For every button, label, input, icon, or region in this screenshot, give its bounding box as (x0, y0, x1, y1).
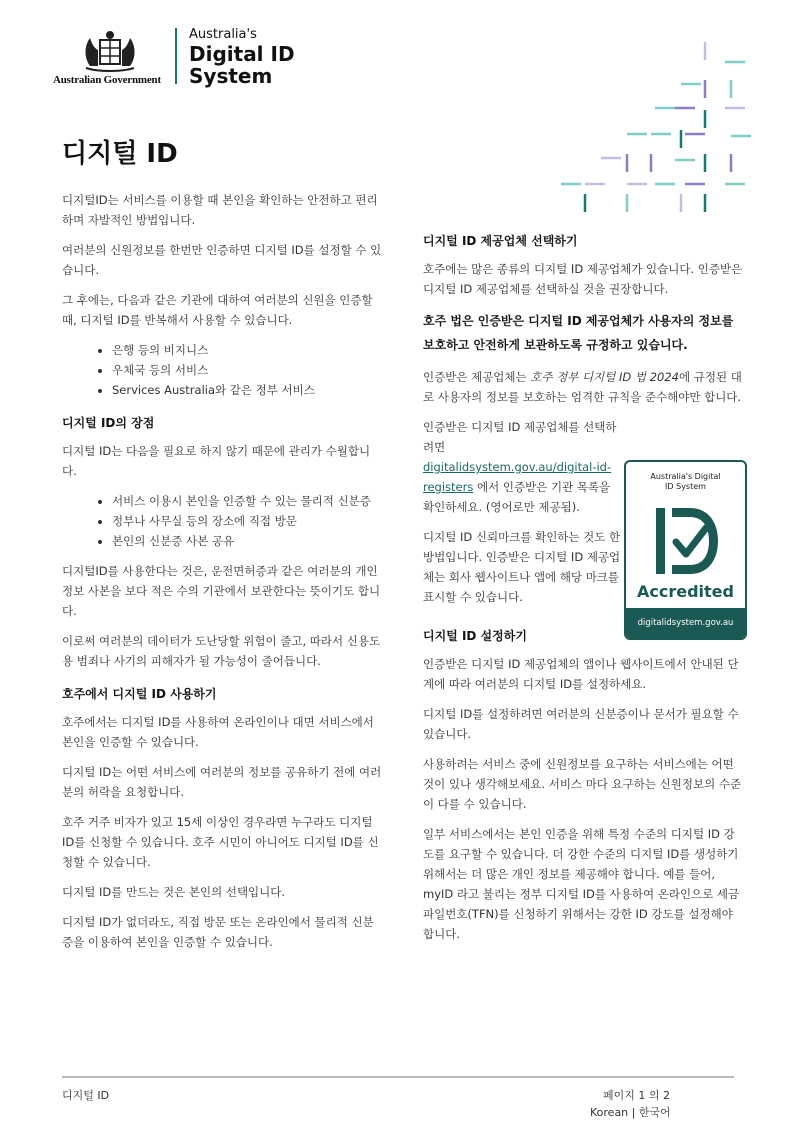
footer-language: Korean | 한국어 (590, 1106, 671, 1119)
government-name: Australian Government (53, 74, 161, 86)
setup-heading: 디지털 ID 설정하기 (423, 629, 527, 643)
intro-paragraph-2: 여러분의 신원정보를 한번만 인증하면 디지털 ID를 설정할 수 있습니다. (62, 243, 382, 277)
list-item: • 정부나 사무실 등의 장소에 직접 방문 (112, 511, 382, 531)
benefits-paragraph-1: 디지털 ID는 다음을 필요로 하지 않기 때문에 관리가 수월합니다. (62, 444, 371, 478)
badge-title (626, 472, 745, 492)
usage-paragraph-4: 디지털 ID를 만드는 것은 본인의 선택입니다. (62, 885, 286, 899)
benefits-list (62, 491, 382, 551)
provider-p3-text-after: 에 규정된 대로 사용자의 정보를 보호하는 엄격한 규칙을 준수해야만 합니다. (423, 370, 742, 404)
intro-list (62, 340, 382, 400)
logo-divider (175, 28, 177, 84)
footer-page-number: 페이지 1 의 2 (603, 1089, 670, 1102)
coat-of-arms-icon (78, 28, 142, 74)
page-title: 디지털 ID (62, 139, 178, 169)
setup-paragraph-3: 사용하려는 서비스 중에 신원정보를 요구하는 서비스에는 어떤 것이 있나 생각해보세요. 서비스 마다 요구하는 신원정보의 수준이 다를 수 있습니다. (423, 757, 742, 811)
benefits-heading: 디지털 ID의 장점 (62, 416, 155, 430)
footer-document-title: 디지털 ID (62, 1089, 110, 1102)
list-item: • 서비스 이용시 본인을 인증할 수 있는 물리적 신분증 (112, 491, 382, 511)
accredited-trustmark-badge (624, 460, 747, 640)
digital-id-act-title: 호주 정부 디지털 ID 법 2024 (530, 370, 679, 384)
system-name-line1: Australia's (189, 27, 257, 42)
id-checkmark-icon (654, 504, 720, 578)
badge-accredited-label: Accredited (637, 582, 734, 601)
decorative-line-pattern (555, 38, 755, 218)
benefits-paragraph-3: 이로써 여러분의 데이터가 도난당할 위험이 줄고, 따라서 신용도용 범죄나 사기의 피해자가 될 가능성이 줄어듭니다. (62, 634, 381, 668)
badge-title-line2: ID System (665, 482, 706, 491)
usage-paragraph-2: 디지털 ID는 어떤 서비스에 여러분의 정보를 공유하기 전에 여러분의 허락을 요청합니다. (62, 765, 382, 799)
usage-paragraph-1: 호주에서는 디지털 ID를 사용하여 온라인이나 대면 서비스에서 본인을 인증할 수 있습니다. (62, 715, 374, 749)
setup-paragraph-1: 인증받은 디지털 ID 제공업체의 앱이나 웹사이트에서 안내된 단계에 따라 여러분의 디지털 ID를 설정하세요. (423, 657, 739, 691)
provider-paragraph-3 (423, 367, 743, 407)
system-name-line2: Digital ID (189, 42, 295, 66)
left-column (62, 190, 382, 962)
provider-paragraph-4 (423, 417, 621, 517)
intro-paragraph-3: 그 후에는, 다음과 같은 기관에 대하여 여러분의 신원을 인증할 때, 디지털 ID를 반복해서 사용할 수 있습니다. (62, 293, 373, 327)
provider-p3-text-before: 인증받은 제공업체는 (423, 370, 531, 384)
badge-title-line1: Australia's Digital (650, 472, 721, 481)
provider-paragraph-1: 호주에는 많은 종류의 디지털 ID 제공업체가 있습니다. 인증받은 디지털 ID 제공업체를 선택하실 것을 권장합니다. (423, 262, 743, 296)
usage-heading: 호주에서 디지털 ID 사용하기 (62, 687, 217, 701)
provider-heading: 디지털 ID 제공업체 선택하기 (423, 234, 578, 248)
setup-paragraph-2: 디지털 ID를 설정하려면 여러분의 신분증이나 문서가 필요할 수 있습니다. (423, 707, 739, 741)
list-item: • 본인의 신분증 사본 공유 (112, 531, 382, 551)
setup-paragraph-4: 일부 서비스에서는 본인 인증을 위해 특정 수준의 디지털 ID 강도를 요구할 수 있습니다. 더 강한 수준의 디지털 ID를 생성하기 위해서는 더 많은 개인 정보를 제공해야 합니다. 예를 들어, myID 라고 불리는 정부 디지털 ID를 사용하여 온라인으로 세금파일번호(TFN)를 신청하기 위해서는 강한 ID 강도를 설정해야 합니다. (423, 827, 740, 941)
usage-paragraph-5: 디지털 ID가 없더라도, 직접 방문 또는 온라인에서 물리적 신분증을 이용하여 본인을 인증할 수 있습니다. (62, 915, 374, 949)
provider-paragraph-5: 디지털 ID 신뢰마크를 확인하는 것도 한 방법입니다. 인증받은 디지털 ID 제공업체는 회사 웹사이트나 앱에 해당 마크를 표시할 수 있습니다. (423, 530, 621, 604)
usage-paragraph-3: 호주 거주 비자가 있고 15세 이상인 경우라면 누구라도 디지털 ID를 신청할 수 있습니다. 호주 시민이 아니어도 디지털 ID를 신청할 수 있습니다. (62, 815, 379, 869)
list-item: • Services Australia와 같은 정부 서비스 (112, 380, 382, 400)
provider-paragraph-2: 호주 법은 인증받은 디지털 ID 제공업체가 사용자의 정보를 보호하고 안전하게 보관하도록 규정하고 있습니다. (423, 314, 734, 352)
badge-footer-url: digitalidsystem.gov.au (626, 608, 745, 638)
registers-link[interactable]: digitalidsystem.gov.au/digital-id-registers (423, 460, 612, 494)
system-name (189, 43, 295, 87)
list-item: • 은행 등의 비지니스 (112, 340, 382, 360)
system-name-line3: System (189, 64, 273, 88)
provider-p4-text-after: 에서 인증받은 기관 목록을 확인하세요. (영어로만 제공됨). (423, 480, 611, 514)
provider-p4-text-before: 인증받은 디지털 ID 제공업체를 선택하려면 (423, 420, 617, 454)
intro-paragraph-1: 디지털ID는 서비스를 이용할 때 본인을 확인하는 안전하고 편리하며 자발적인 방법입니다. (62, 193, 378, 227)
footer-divider (62, 1076, 734, 1078)
list-item: • 우체국 등의 서비스 (112, 360, 382, 380)
benefits-paragraph-2: 디지털ID를 사용한다는 것은, 운전면허증과 같은 여러분의 개인정보 사본을 보다 적은 수의 기관에서 보관한다는 뜻이기도 합니다. (62, 564, 381, 618)
